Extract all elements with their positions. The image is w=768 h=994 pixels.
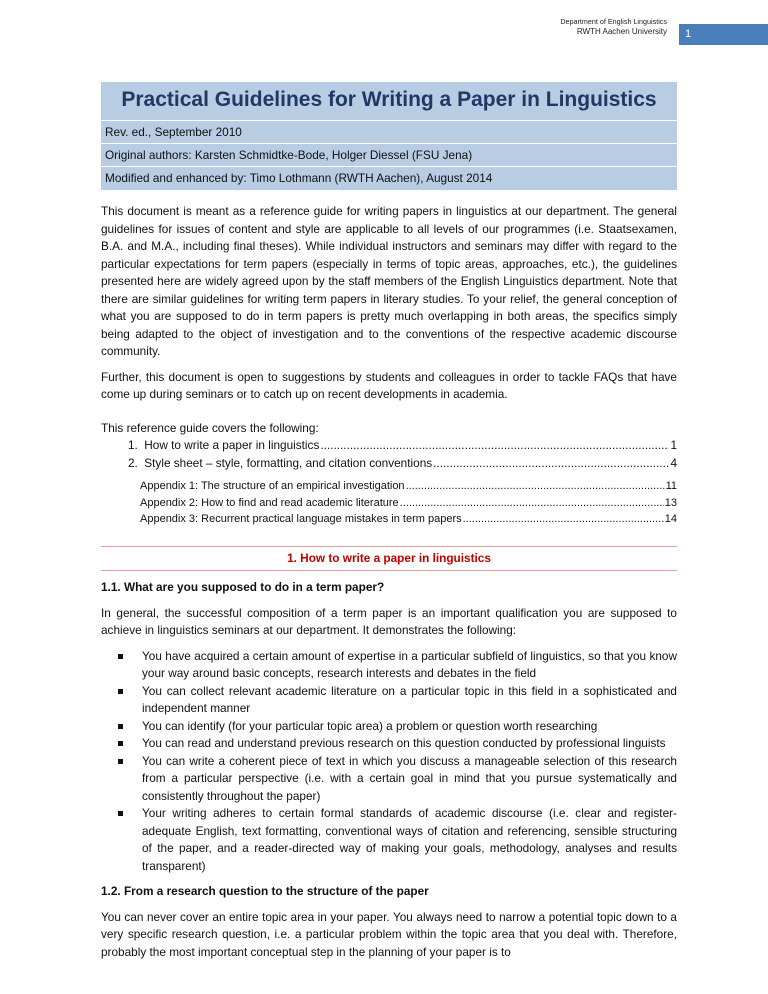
toc-appendix-entry[interactable] xyxy=(101,511,677,528)
page-number-tab: 1 xyxy=(679,24,768,45)
toc-entry-page: 1 xyxy=(670,438,677,452)
toc-entry-page: 13 xyxy=(664,496,677,509)
intro-paragraph-1: This document is meant as a reference guide for writing papers in linguistics at our department. The general guidelines for issues of content and style are applicable to all levels of our programmes (i.e. Staatsexamen, B.A. and M.A., including final theses). While individual instructors and seminars may differ with regard to the particular expectations for term papers (especially in terms of topic areas, approaches, etc.), the guidelines presented here are widely agreed upon by the staff members of the English Linguistics department. Note that there are similar guidelines for writing term papers in literary studies. To your relief, the general conception of what you are supposed to do in term papers is pretty much overlapping in both areas, the specifics simply being adapted to the object of investigation and to the conventions of the respective academic discourse community. xyxy=(101,204,677,358)
toc-appendix-entry[interactable] xyxy=(101,495,677,512)
list-item: Your writing adheres to certain formal standards of academic discourse (i.e. clear and register-adequate English, text formatting, conventional ways of citation and referencing, sensible structuring of the paper, and a reader-directed way of making your goals, methodology, analyses and results transparent) xyxy=(101,805,677,875)
header-university: RWTH Aachen University xyxy=(576,27,667,36)
toc-leader-dots xyxy=(320,437,669,455)
list-item: You can write a coherent piece of text in which you discuss a manageable selection of this research from a particular perspective (i.e. with a certain goal in mind that you pursue systematically and consistently throughout the paper) xyxy=(101,753,677,806)
subsection-heading: 1.1. What are you supposed to do in a term paper? xyxy=(101,580,385,594)
table-of-contents xyxy=(101,420,677,528)
list-item: You can read and understand previous research on this question conducted by professional linguists xyxy=(101,735,677,753)
subsection-heading: 1.2. From a research question to the structure of the paper xyxy=(101,884,429,898)
list-item: You can identify (for your particular topic area) a problem or question worth researching xyxy=(101,718,677,736)
toc-entry-page: 11 xyxy=(665,480,677,492)
requirements-list xyxy=(101,648,677,876)
toc-entry-page: 14 xyxy=(664,513,677,525)
document-title: Practical Guidelines for Writing a Paper in Linguistics xyxy=(101,82,677,121)
toc-entry-label: How to write a paper in linguistics xyxy=(144,438,320,452)
toc-entry-number: 1. xyxy=(128,438,138,452)
edition-line: Rev. ed., September 2010 xyxy=(101,121,677,144)
document-body xyxy=(101,203,677,969)
toc-intro: This reference guide covers the following: xyxy=(101,420,319,435)
toc-leader-dots xyxy=(463,511,664,528)
header-department: Department of English Linguistics xyxy=(560,17,667,26)
title-box xyxy=(101,82,677,190)
toc-leader-dots xyxy=(406,478,665,495)
subsection-intro: In general, the successful composition of a term paper is an important qualification you are supposed to achieve in linguistics seminars at our department. It demonstrates the following: xyxy=(101,605,677,637)
toc-appendix-entry[interactable] xyxy=(101,478,677,495)
toc-entry-label: Appendix 2: How to find and read academic literature xyxy=(140,496,399,509)
running-header xyxy=(560,17,667,37)
toc-leader-dots xyxy=(400,495,664,512)
toc-entry-label: Style sheet – style, formatting, and citation conventions xyxy=(144,455,433,470)
list-item: You can collect relevant academic literature on a particular topic in this field in a sophisticated and independent manner xyxy=(101,683,677,718)
toc-entry-number: 2. xyxy=(128,455,138,470)
toc-leader-dots xyxy=(433,455,669,473)
toc-entry-page: 4 xyxy=(670,455,677,470)
original-authors-line: Original authors: Karsten Schmidtke-Bode, Holger Diessel (FSU Jena) xyxy=(101,144,677,167)
subsection-paragraph: You can never cover an entire topic area in your paper. You always need to narrow a potential topic down to a very specific research question, i.e. a particular problem within the topic area that you deal with. Therefore, probably the most important conceptual step in the planning of your paper is to xyxy=(101,909,677,959)
modified-by-line: Modified and enhanced by: Timo Lothmann (RWTH Aachen), August 2014 xyxy=(105,171,493,185)
intro-paragraph-2: Further, this document is open to suggestions by students and colleagues in order to tackle FAQs that have come up during seminars or to catch up on recent developments in academia. xyxy=(101,369,677,401)
toc-entry-label: Appendix 3: Recurrent practical language mistakes in term papers xyxy=(140,513,462,525)
section-heading: 1. How to write a paper in linguistics xyxy=(101,546,677,572)
toc-entry[interactable] xyxy=(101,437,677,455)
toc-entry-label: Appendix 1: The structure of an empirical investigation xyxy=(140,480,405,492)
list-item: You have acquired a certain amount of expertise in a particular subfield of linguistics, so that you know your way around basic concepts, research interests and debates in the field xyxy=(101,648,677,683)
toc-entry[interactable] xyxy=(101,455,677,473)
